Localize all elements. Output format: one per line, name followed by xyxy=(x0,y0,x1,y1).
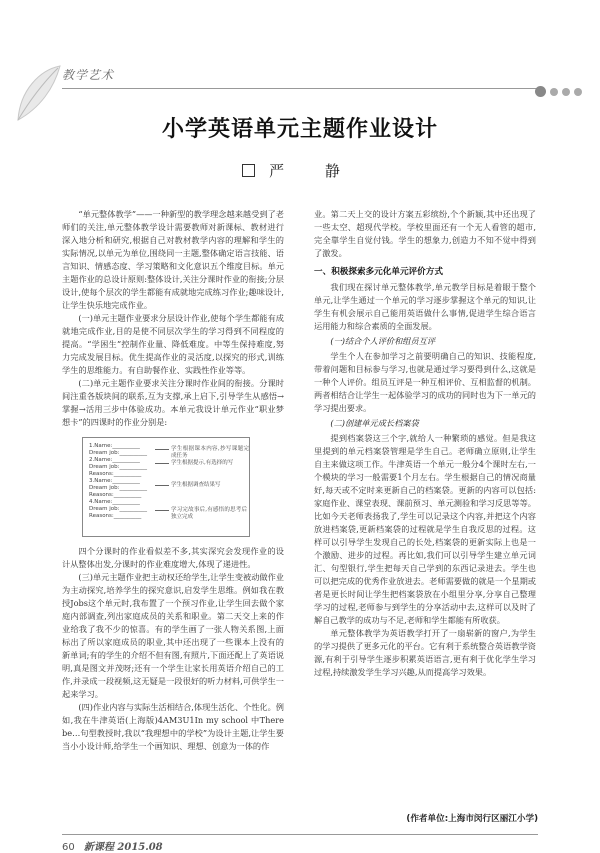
worksheet-line: Dream job:__________ xyxy=(89,506,147,512)
worksheet-line: Reasons:__________ xyxy=(89,471,142,477)
footer-rule xyxy=(62,834,538,835)
paragraph: 业。第二天上交的设计方案五彩缤纷,个个新颖,其中还出现了一些太空、超现代学校。学校里面还有一个无人看管的超市,完全靠学生自觉付钱。学生的想象力,创造力不知不觉中得到了激发。 xyxy=(314,209,536,258)
footer xyxy=(62,838,163,853)
worksheet-line: 1.Name:__________ xyxy=(89,443,140,449)
author-affiliation: (作者单位:上海市闵行区丽江小学) xyxy=(406,814,538,824)
subsection-heading: (二)创建单元成长档案袋 xyxy=(330,418,419,428)
paragraph: 学生个人在参加学习之前要明确自己的知识、技能程度,带着问题和目标参与学习,也就是通过学习要得到什么,这就是一种个人评价。组员互评是一种互相评价、互相监督的机制。两者相结合让学生一起体验学习的成功的同时也为下一单元的学习提出要求。 xyxy=(314,351,536,413)
worksheet-line: Dream job:__________ xyxy=(89,464,147,470)
article-title: 小学英语单元主题作业设计 xyxy=(161,117,438,142)
paragraph: (一)单元主题作业要求分层设计作业,使每个学生都能有成就地完成作业,目的是使不同层次学生的学习得到不同程度的提高。“学困生”控制作业量、降低难度。中等生保持难度,努力完成发展目标。优生提高作业的灵活度,以探究的形式,训练学生的思维能力。有自助餐作业、实践性作业等等。 xyxy=(62,313,284,375)
left-column xyxy=(62,208,284,753)
author-name: 严 静 xyxy=(269,162,358,180)
author-box-icon xyxy=(242,164,255,177)
dot-decoration xyxy=(550,88,558,96)
dot-decoration xyxy=(562,88,570,96)
worksheet-note: 学生根据调查结果写 xyxy=(171,482,221,488)
magazine-name: 新课程 2015.08 xyxy=(83,842,163,853)
paragraph: 我们现在探讨单元整体教学,单元教学目标是着眼于整个单元,让学生通过一个单元的学习逐步掌握这个单元的知识,让学生有机会展示自己能用英语做什么事情,促进学生综合语言运用能力和综合素质的全面发展。 xyxy=(314,282,536,331)
worksheet-line: Reasons:__________ xyxy=(89,513,142,519)
worksheet-line: Dream job:__________ xyxy=(89,485,147,491)
worksheet-lines xyxy=(89,443,159,520)
paragraph: (四)作业内容与实际生活相结合,体现生活化、个性化。例如,我在牛津英语(上海版)4AM3U1In my school 中There be…句型教授时,我以“我理想中的学校”为设计主题,让学生要当小小设计师,给学生一个画知识、理想、创意为一体的作 xyxy=(62,702,284,751)
page-number: 60 xyxy=(62,842,75,853)
worksheet-note: 学习完故事后,有感悟的思考后独立完成 xyxy=(171,507,247,520)
worksheet-note: 学生根据提示,有选择的写 xyxy=(171,460,234,466)
section-heading: 一、积极探索多元化单元评价方式 xyxy=(314,267,443,277)
dot-decoration xyxy=(535,86,546,97)
dot-decoration xyxy=(574,88,582,96)
worksheet-line: 3.Name:__________ xyxy=(89,478,140,484)
worksheet-arrow xyxy=(155,485,169,486)
paragraph: (二)单元主题作业要求关注分课时作业间的衔接。分课时间注重各版块间的联系,互为支撑,承上启下,引导学生从感悟→掌握→活用三步中体验成功。本单元我设计单元作业“职业梦想卡”的四课时的作业分别是: xyxy=(62,378,284,427)
paragraph: (三)单元主题作业把主动权还给学生,让学生变被动做作业为主动探究,培养学生的探究意识,启发学生思维。例如我在教授Jobs这个单元时,我布置了一个预习作业,让学生回去做个家庭内部调查,列出家庭成员的关系和职业。第二天交上来的作业给我了我不少的惊喜。有的学生画了一张人物关系图,上面标出了所以家庭成员的职业,其中还出现了一些课本上没有的新单词;有的学生的介绍不但有图,有照片,下面还配上了英语说明,真是图文并茂呀;还有一个学生让家长用英语介绍自己的工作,并录成一段视频,这无疑是一段很好的听力材料,可供学生一起来学习。 xyxy=(62,572,284,699)
worksheet-arrow xyxy=(155,463,169,464)
worksheet-line: Reasons:__________ xyxy=(89,492,142,498)
worksheet-line: 4.Name:__________ xyxy=(89,499,140,505)
worksheet-arrow xyxy=(155,510,169,511)
section-label: 教学艺术 xyxy=(62,68,115,82)
paragraph: 四个分课时的作业看似差不多,其实深究会发现作业的设计从整体出发,分课时的作业难度增大,体现了递进性。 xyxy=(62,546,284,569)
author-line xyxy=(0,160,600,181)
worksheet-line: 2.Name:__________ xyxy=(89,457,140,463)
worksheet-line: Dream job:__________ xyxy=(89,450,147,456)
right-column xyxy=(314,208,536,679)
header-rule xyxy=(62,88,538,89)
paragraph: “单元整体教学”——一种新型的教学理念越来越受到了老师们的关注,单元整体教学设计需要教师对新课标、教材进行深入地分析和研究,根据自己对教材教学内容的理解和学生的实际情况,以单元为单位,围绕同一主题,整体确定语言技能、语言知识、情感态度、学习策略和文化意识五个维度目标。单元主题作业的总设计原则:整体设计,关注分课时作业的衔接;分层设计,使每个层次的学生都能有成就地完成练习作业;趣味设计,让学生快乐地完成作业。 xyxy=(62,209,284,310)
worksheet-note: 学生根据课本内容,抄写课题完成任务 xyxy=(171,446,249,459)
paragraph: 提到档案袋这三个字,就给人一种繁琐的感觉。但是我这里提到的单元档案袋管理是学生自己。老师确立原则,让学生自主来做这项工作。牛津英语一个单元一般分4个课时左右,一个模块的学习一般需要1个月左右。学生根据自己的情况商量好,每天或不定时来更新自己的档案袋。更新的内容可以包括:家庭作业、课堂表现、课前预习、单元测验和学习反思等等。比如今天老师表扬我了,学生可以记录这个内容,并把这个内容放进档案袋,更新档案袋的过程就是学生自我反思的过程。这样可以引导学生发现自己的长处,档案袋的更新实际上也是一个激励、进步的过程。再比如,我们可以引导学生建立单元词汇、句型银行,学生把每天自己学到的东西记录进去。学生也可以把完成的优秀作业放进去。老师需要做的就是一个星期或者是更长时间让学生把档案袋放在小组里分享,分享自己整理学习的过程,老师参与到学生的分享活动中去,这样可以及时了解自己教学的成功与不足,老师和学生都能有所收获。 xyxy=(314,433,536,625)
paragraph: 单元整体教学为英语教学打开了一扇崭新的窗户,为学生的学习提供了更多元化的平台。它有利于系统整合英语教学资源,有利于引导学生逐步积累英语语言,更有利于优化学生学习过程,持续激发学生学习兴趣,从而提高学习效果。 xyxy=(314,628,536,677)
worksheet-arrow xyxy=(155,449,169,450)
header-dots xyxy=(535,86,582,97)
subsection-heading: (一)结合个人评价和组员互评 xyxy=(330,336,436,346)
worksheet-figure xyxy=(82,437,250,537)
